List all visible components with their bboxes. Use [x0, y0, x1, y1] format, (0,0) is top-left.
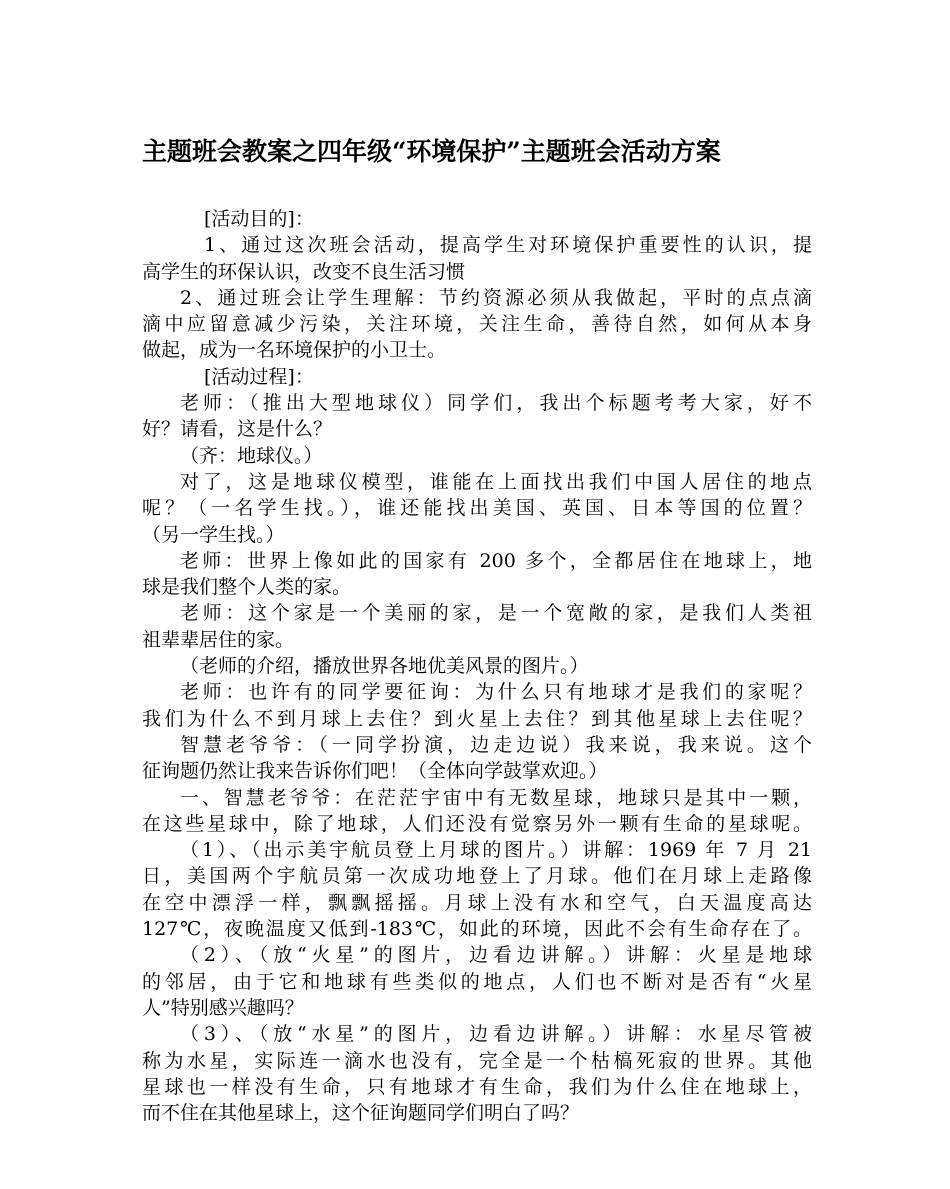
paragraph-line: 智慧老爷爷：（一同学扮演，边走边说）我来说，我来说。这个: [180, 733, 812, 756]
paragraph-line: （另一学生找。）: [142, 523, 285, 546]
paragraph-line: 一、智慧老爷爷：在茫茫宇宙中有无数星球，地球只是其中一颗，: [180, 786, 812, 809]
paragraph-line: （老师的介绍，播放世界各地优美风景的图片。）: [180, 655, 589, 678]
document-title: 主题班会教案之四年级“环境保护”主题班会活动方案: [142, 137, 721, 166]
paragraph-line: 的邻居，由于它和地球有些类似的地点，人们也不断对是否有“火星: [142, 970, 812, 993]
paragraph-line: 127℃，夜晚温度又低到-183℃，如此的环境，因此不会有生命存在了。: [142, 918, 812, 941]
section-heading-process: [活动过程]：: [204, 365, 314, 388]
paragraph-line: 我们为什么不到月球上去住？到火星上去住？到其他星球上去住呢？: [142, 707, 812, 730]
paragraph-line: 称为水星，实际连一滴水也没有，完全是一个枯槁死寂的世界。其他: [142, 1049, 812, 1072]
paragraph-line: 星球也一样没有生命，只有地球才有生命，我们为什么住在地球上，: [142, 1075, 812, 1098]
paragraph-line: 对了，这是地球仪模型，谁能在上面找出我们中国人居住的地点: [180, 470, 812, 493]
paragraph-line: 做起，成为一名环境保护的小卫士。: [142, 339, 447, 362]
paragraph-line: 在空中漂浮一样，飘飘摇摇。月球上没有水和空气，白天温度高达: [142, 891, 812, 914]
paragraph-line: 征询题仍然让我来告诉你们吧！（全体向学鼓掌欢迎。）: [142, 760, 608, 783]
paragraph-line: 高学生的环保认识，改变不良生活习惯: [142, 260, 466, 283]
paragraph-line: 而不住在其他星球上，这个征询题同学们明白了吗？: [142, 1102, 580, 1125]
paragraph-line: 祖辈辈居住的家。: [142, 628, 295, 651]
document-body: [142, 206, 812, 1126]
paragraph-line: 好？请看，这是什么？: [142, 418, 333, 441]
paragraph-line: （3）、（放“水星”的图片，边看边讲解。）讲解：水星尽管被: [180, 1023, 812, 1046]
section-heading-purpose: [活动目的]：: [204, 208, 314, 230]
paragraph-line: 老师：这个家是一个美丽的家，是一个宽敞的家，是我们人类祖: [180, 602, 812, 625]
paragraph-line: 球是我们整个人类的家。: [142, 576, 352, 599]
paragraph-line: 滴中应留意减少污染，关注环境，关注生命，善待自然，如何从本身: [142, 313, 812, 336]
paragraph-line: 日，美国两个宇航员第一次成功地登上了月球。他们在月球上走路像: [142, 865, 812, 888]
paragraph-line: 在这些星球中，除了地球，人们还没有觉察另外一颗有生命的星球呢。: [142, 812, 812, 835]
paragraph-line: 老师：（推出大型地球仪）同学们，我出个标题考考大家，好不: [180, 392, 812, 415]
paragraph-line: 老师：世界上像如此的国家有 200 多个，全都居住在地球上，地: [180, 549, 812, 572]
paragraph-line: （齐：地球仪。）: [180, 444, 323, 467]
paragraph-line: 老师：也许有的同学要征询：为什么只有地球才是我们的家呢？: [180, 681, 812, 704]
paragraph-line: 呢？（一名学生找。），谁还能找出美国、英国、日本等国的位置？: [142, 497, 812, 520]
paragraph-line: （2）、（放“火星”的图片，边看边讲解。）讲解：火星是地球: [180, 944, 812, 967]
paragraph-line: 人”特别感兴趣吗？: [142, 996, 304, 1019]
paragraph-line: 1、通过这次班会活动，提高学生对环境保护重要性的认识，提: [204, 234, 812, 257]
paragraph-line: 2、通过班会让学生理解：节约资源必须从我做起，平时的点点滴: [180, 286, 812, 309]
paragraph-line: （1）、（出示美宇航员登上月球的图片。）讲解：1969 年 7 月 21: [180, 839, 812, 862]
